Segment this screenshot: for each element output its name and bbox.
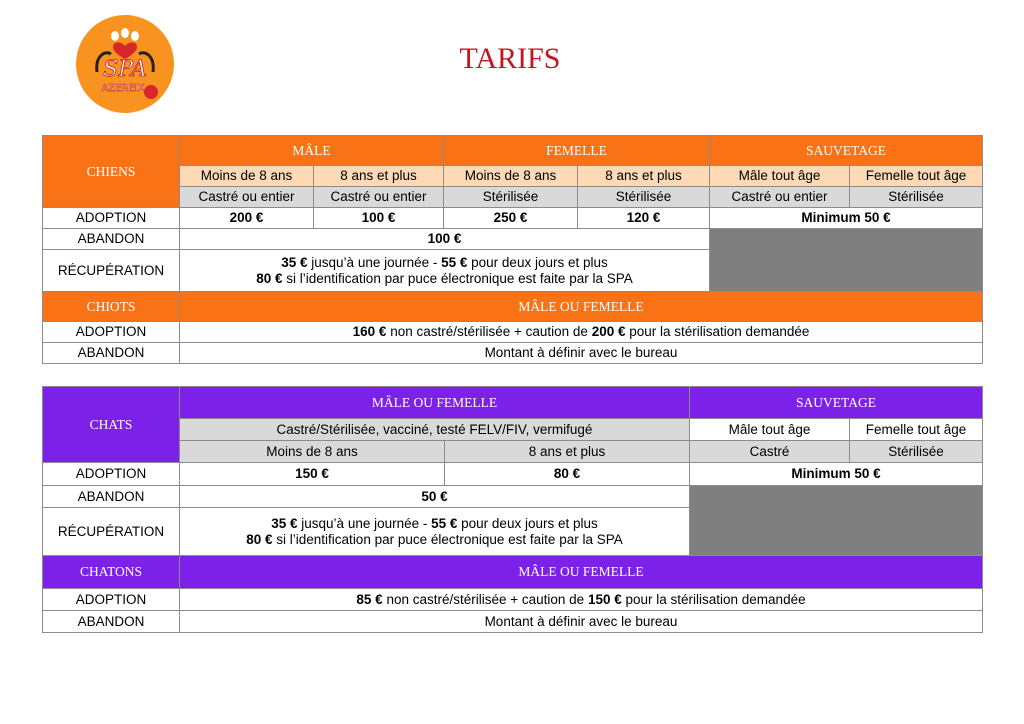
cats-section-label: CHATS xyxy=(43,387,180,463)
status-cell: Castré xyxy=(690,441,850,463)
age-cell: Femelle tout âge xyxy=(850,419,983,441)
row-label: ADOPTION xyxy=(43,589,180,611)
svg-text:SPA: SPA xyxy=(103,57,147,82)
grey-empty-cell xyxy=(690,486,983,556)
age-cell: Moins de 8 ans xyxy=(444,166,578,187)
dogs-section-label: CHIENS xyxy=(43,136,180,208)
status-cell: Castré ou entier xyxy=(314,187,444,208)
age-cell: Moins de 8 ans xyxy=(180,441,445,463)
rescue-price-cell: Minimum 50 € xyxy=(690,463,983,486)
puppies-header: MÂLE OU FEMELLE xyxy=(180,292,983,322)
row-label: RÉCUPÉRATION xyxy=(43,508,180,556)
row-label: ADOPTION xyxy=(43,208,180,229)
row-label: ABANDON xyxy=(43,229,180,250)
row-label: ADOPTION xyxy=(43,322,180,343)
page-title: TARIFS xyxy=(459,42,561,75)
recovery-text: 35 € jusqu’à une journée - 55 € pour deux jours et plus 80 € si l’identification par puce électronique est faite par la SPA xyxy=(180,250,710,292)
price-cell: 250 € xyxy=(444,208,578,229)
row-label: ABANDON xyxy=(43,486,180,508)
recovery-text: 35 € jusqu’à une journée - 55 € pour deux jours et plus 80 € si l’identification par puce électronique est faite par la SPA xyxy=(180,508,690,556)
svg-text:AZEREIX: AZEREIX xyxy=(101,83,145,94)
price-cell: 80 € xyxy=(445,463,690,486)
status-cell: Stérilisée xyxy=(850,441,983,463)
kittens-section-label: CHATONS xyxy=(43,556,180,589)
age-cell: Mâle tout âge xyxy=(710,166,850,187)
status-cell: Stérilisée xyxy=(578,187,710,208)
puppies-adoption-text: 160 € non castré/stérilisée + caution de 200 € pour la stérilisation demandée xyxy=(180,322,983,343)
dogs-male-header: MÂLE xyxy=(180,136,444,166)
age-cell: Mâle tout âge xyxy=(690,419,850,441)
kittens-adoption-text: 85 € non castré/stérilisée + caution de 150 € pour la stérilisation demandée xyxy=(180,589,983,611)
price-cell: 200 € xyxy=(180,208,314,229)
row-label: ABANDON xyxy=(43,343,180,364)
price-cell: 150 € xyxy=(180,463,445,486)
abandon-price-cell: 100 € xyxy=(180,229,710,250)
rescue-price-cell: Minimum 50 € xyxy=(710,208,983,229)
kittens-abandon-text: Montant à définir avec le bureau xyxy=(180,611,983,633)
puppies-section-label: CHIOTS xyxy=(43,292,180,322)
puppies-abandon-text: Montant à définir avec le bureau xyxy=(180,343,983,364)
age-cell: Moins de 8 ans xyxy=(180,166,314,187)
price-cell: 100 € xyxy=(314,208,444,229)
age-cell: 8 ans et plus xyxy=(445,441,690,463)
age-cell: Femelle tout âge xyxy=(850,166,983,187)
row-label: RÉCUPÉRATION xyxy=(43,250,180,292)
status-cell: Castré ou entier xyxy=(710,187,850,208)
dogs-rescue-header: SAUVETAGE xyxy=(710,136,983,166)
dogs-female-header: FEMELLE xyxy=(444,136,710,166)
abandon-price-cell: 50 € xyxy=(180,486,690,508)
dogs-price-table xyxy=(42,135,983,364)
row-label: ABANDON xyxy=(43,611,180,633)
price-cell: 120 € xyxy=(578,208,710,229)
kittens-header: MÂLE OU FEMELLE xyxy=(180,556,983,589)
row-label: ADOPTION xyxy=(43,463,180,486)
cats-price-table xyxy=(42,386,983,633)
conditions-cell: Castré/Stérilisée, vacciné, testé FELV/FIV, vermifugé xyxy=(180,419,690,441)
status-cell: Stérilisée xyxy=(444,187,578,208)
age-cell: 8 ans et plus xyxy=(314,166,444,187)
cats-header: MÂLE OU FEMELLE xyxy=(180,387,690,419)
age-cell: 8 ans et plus xyxy=(578,166,710,187)
grey-empty-cell xyxy=(710,229,983,292)
status-cell: Stérilisée xyxy=(850,187,983,208)
cats-rescue-header: SAUVETAGE xyxy=(690,387,983,419)
status-cell: Castré ou entier xyxy=(180,187,314,208)
